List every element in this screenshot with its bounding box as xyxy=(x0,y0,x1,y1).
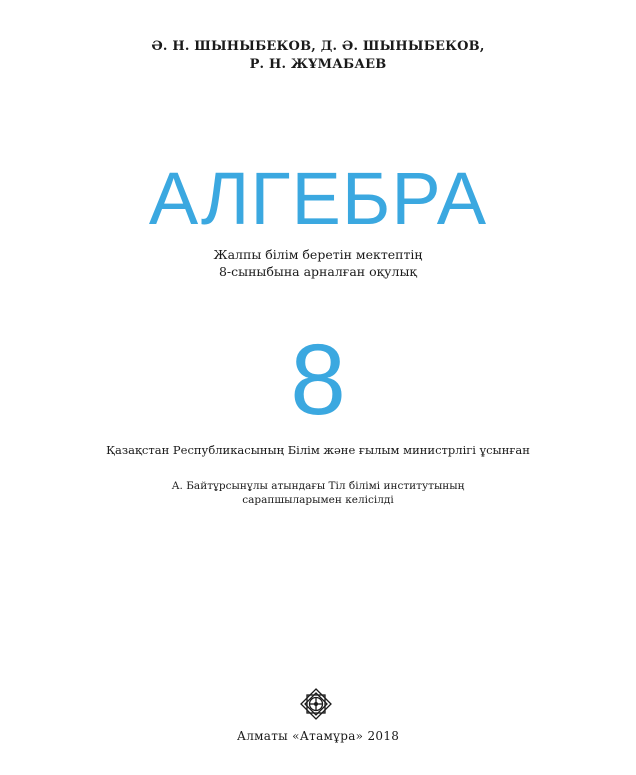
imprint-line: Алматы «Атамұра» 2018 xyxy=(236,729,400,743)
subtitle-line-2: 8-сыныбына арналған оқулық xyxy=(218,264,418,279)
book-subtitle xyxy=(0,246,636,280)
authors-line-1: Ә. Н. ШЫНЫБЕКОВ, Д. Ә. ШЫНЫБЕКОВ, xyxy=(151,39,485,54)
agreement-line-2: сарапшыларымен келісілді xyxy=(242,494,394,506)
publisher-emblem-icon xyxy=(300,688,332,720)
authors-line-2: Р. Н. ЖҰМАБАЕВ xyxy=(249,57,387,72)
subtitle-line-1: Жалпы білім беретін мектептің xyxy=(213,247,423,262)
grade-number: 8 xyxy=(290,324,346,436)
ministry-recommendation: Қазақстан Республикасының Білім және ғылым министрлігі ұсынған xyxy=(106,443,530,457)
institute-agreement xyxy=(0,479,636,507)
authors-block xyxy=(0,38,636,74)
agreement-line-1: А. Байтұрсынұлы атындағы Тіл білімі институтының xyxy=(171,480,465,492)
book-title: АЛГЕБРА xyxy=(148,157,488,240)
